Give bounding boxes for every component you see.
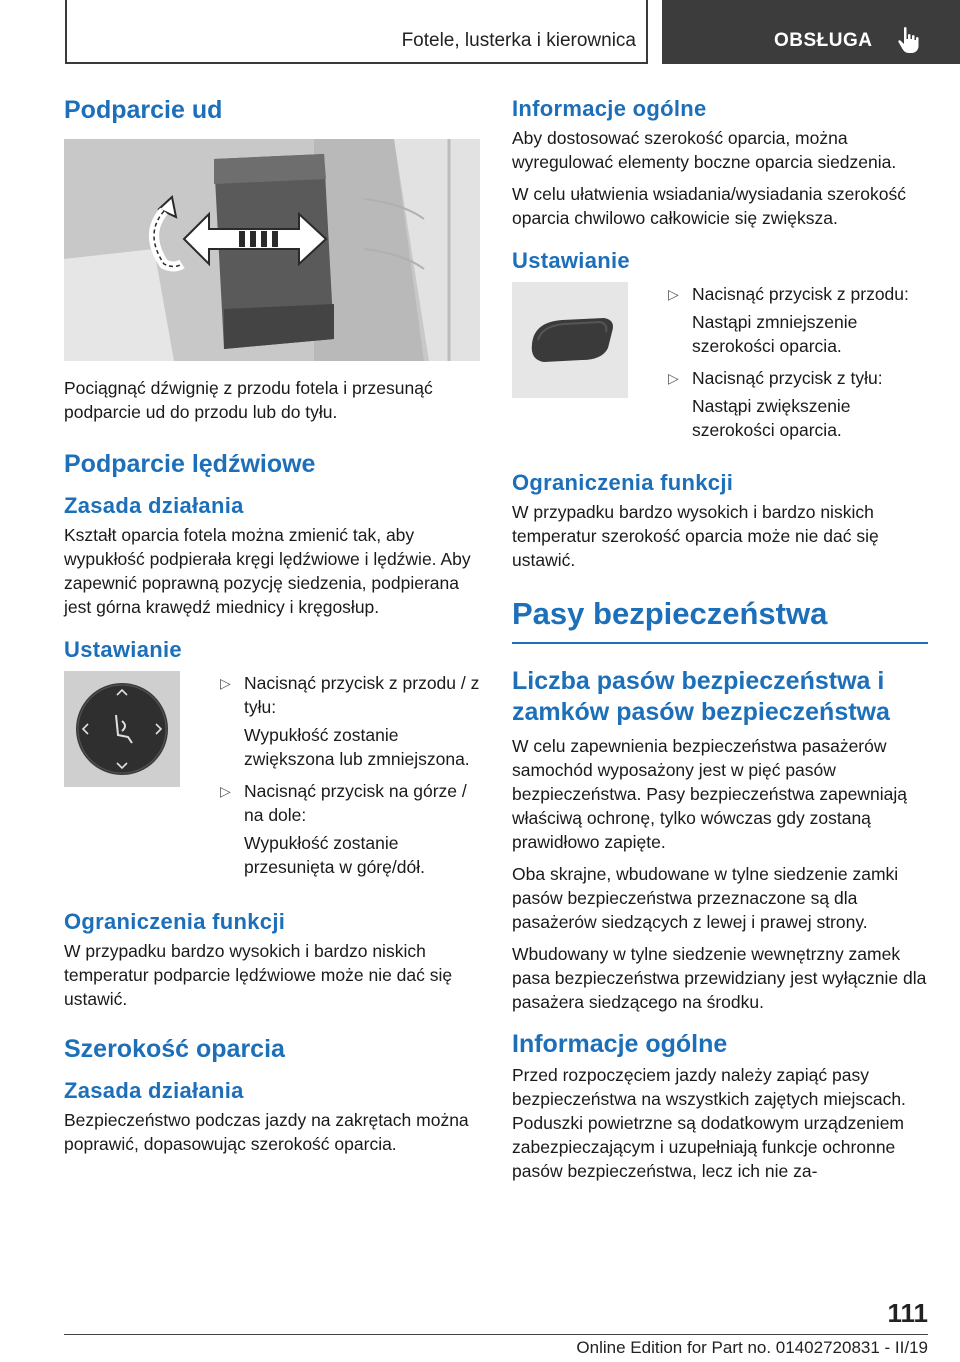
right-column (512, 96, 928, 1191)
list-item (220, 779, 480, 827)
thigh-support-photo (64, 139, 480, 361)
list-item-result: Wypukłość zostanie przesunięta w górę/dół. (244, 833, 425, 877)
triangle-bullet-icon: ▷ (220, 675, 231, 691)
section-tab (662, 0, 960, 64)
lumbar-principle-text: Kształt oparcia fotela można zmienić tak, aby wypukłość podpierała kręgi lędźwiowe i lędźwie. Aby zapewnić poprawną pozycję siedzenia, podpierana jest górna krawędź miednicy i kręgosłup. (64, 525, 471, 617)
lumbar-setting-list (220, 671, 480, 887)
general-text-1: Aby dostosować szerokość oparcia, można wyregulować elementy boczne oparcia siedzenia. (512, 128, 897, 172)
page-number: 111 (887, 1298, 928, 1328)
belt-count-text-3: Wbudowany w tylne siedzenie wewnętrzny zamek pasa bezpieczeństwa przewidziany jest wyłącznie dla pasażera siedzącego na środku. (512, 944, 927, 1012)
lumbar-principle-title: Zasada działania (64, 493, 244, 518)
list-item-action: Nacisnąć przycisk z tyłu: (692, 368, 883, 388)
triangle-bullet-icon: ▷ (668, 286, 679, 302)
width-setting-list (668, 282, 928, 450)
lumbar-control-photo (64, 671, 180, 787)
belt-count-text-2: Oba skrajne, wbudowane w tylne siedzenie zamki pasów bezpieczeństwa przeznaczone są dla pasażerów siedzących z lewej i prawej strony. (512, 864, 899, 932)
width-principle-text: Bezpieczeństwo podczas jazdy na zakrętach można poprawić, dopasowując szerokość oparcia. (64, 1110, 469, 1154)
width-limits-title: Ograniczenia funkcji (512, 470, 734, 495)
hand-pointer-icon (896, 26, 922, 54)
section-label: OBSŁUGA (774, 30, 873, 51)
width-title: Szerokość oparcia (64, 1035, 285, 1063)
header-rule-left (65, 0, 67, 64)
general-text-2: W celu ułatwienia wsiadania/wysiadania szerokość oparcia chwilowo całkowicie się zwiększa. (512, 184, 906, 228)
edition-text: Online Edition for Part no. 01402720831 - II/19 (576, 1338, 928, 1357)
header-rule-bottom (65, 62, 648, 64)
lumbar-limits-text: W przypadku bardzo wysokich i bardzo niskich temperatur podparcie lędźwiowe może nie dać się ustawić. (64, 941, 453, 1009)
list-item-action: Nacisnąć przycisk z przodu / z tyłu: (244, 673, 480, 717)
left-column (64, 96, 480, 1164)
list-item-result: Nastąpi zmniejszenie szerokości oparcia. (692, 312, 858, 356)
lumbar-setting-title: Ustawianie (64, 637, 182, 662)
list-item (668, 366, 928, 390)
lumbar-setting-block (64, 671, 480, 887)
chapter-title: Fotele, lusterka i kierownica (401, 30, 636, 51)
footer-rule (64, 1334, 928, 1335)
header-rule-right (646, 0, 648, 64)
list-item-result: Wypukłość zostanie zwiększona lub zmniejszona. (244, 725, 470, 769)
belts-title: Pasy bezpieczeństwa (512, 596, 928, 644)
width-limits-text: W przypadku bardzo wysokich i bardzo niskich temperatur szerokość oparcia może nie dać się ustawić. (512, 502, 879, 570)
belt-count-title: Liczba pasów bezpieczeństwa i zamków pasów bezpieczeństwa (512, 667, 890, 726)
list-item (220, 671, 480, 719)
triangle-bullet-icon: ▷ (220, 783, 231, 799)
width-setting-block (512, 282, 928, 450)
belt-general-title: Informacje ogólne (512, 1030, 728, 1058)
thigh-support-title: Podparcie ud (64, 96, 223, 124)
list-item-action: Nacisnąć przycisk na górze / na dole: (244, 781, 467, 825)
belt-general-text: Przed rozpoczęciem jazdy należy zapiąć pasy bezpieczeństwa na wszystkich zajętych miejscach. Poduszki powietrzne są dodatkowym urządzeniem zabezpieczającym i uzupełniają funkcje ochronne pasów bezpieczeństwa, lecz ich nie za- (512, 1065, 906, 1181)
lumbar-title: Podparcie lędźwiowe (64, 450, 316, 478)
general-title: Informacje ogólne (512, 96, 707, 121)
list-item-result: Nastąpi zwiększenie szerokości oparcia. (692, 396, 851, 440)
lumbar-limits-title: Ograniczenia funkcji (64, 909, 286, 934)
triangle-bullet-icon: ▷ (668, 370, 679, 386)
thigh-support-text: Pociągnąć dźwignię z przodu fotela i przesunąć podparcie ud do przodu lub do tyłu. (64, 378, 433, 422)
width-button-photo (512, 282, 628, 398)
list-item (668, 282, 928, 306)
width-setting-title: Ustawianie (512, 248, 630, 273)
width-principle-title: Zasada działania (64, 1078, 244, 1103)
list-item-action: Nacisnąć przycisk z przodu: (692, 284, 909, 304)
belt-count-text-1: W celu zapewnienia bezpieczeństwa pasażerów samochód wyposażony jest w pięć pasów bezpieczeństwa. Pasy bezpieczeństwa zapewniają właściwą ochronę, tylko wówczas gdy zostaną prawidłowo zapięte. (512, 736, 907, 852)
